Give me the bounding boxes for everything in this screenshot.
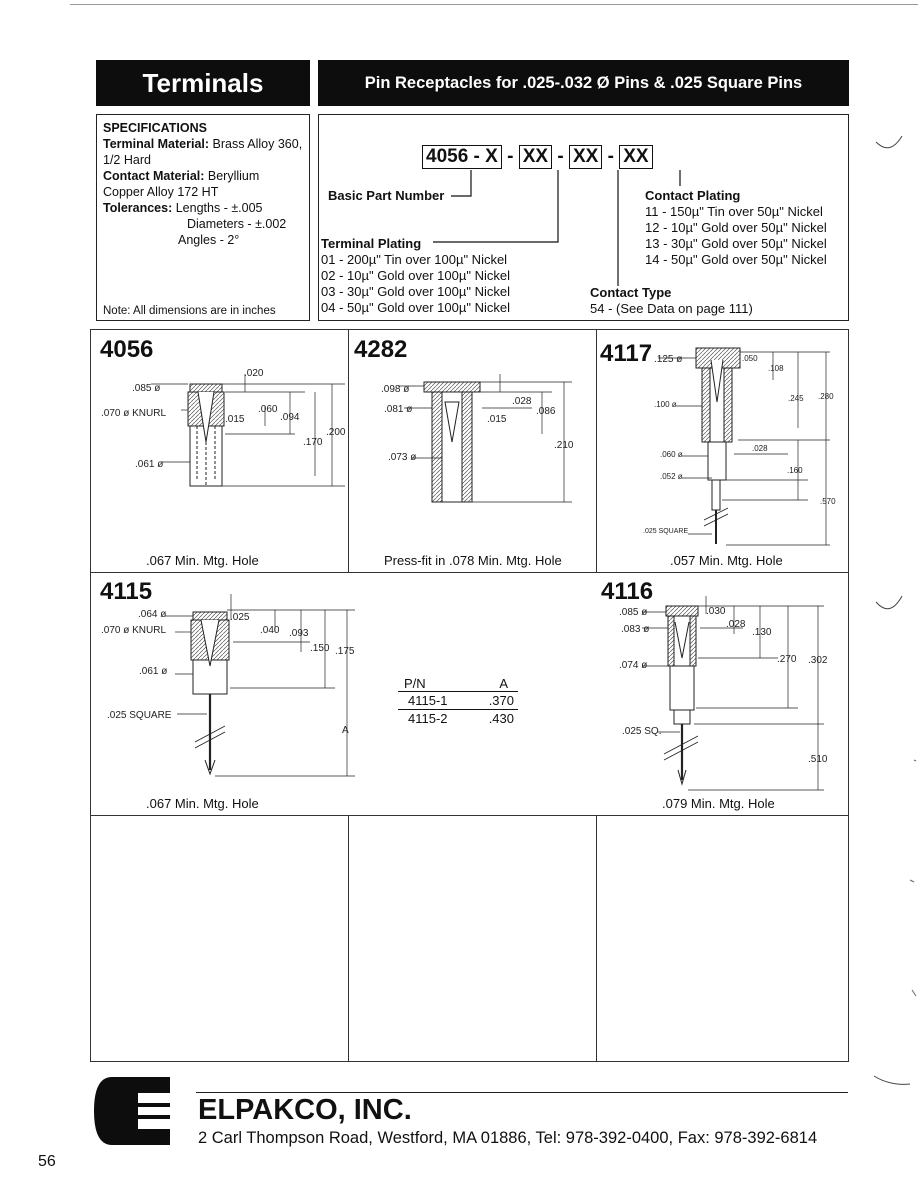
caption-4117: .057 Min. Mtg. Hole — [670, 553, 783, 568]
dim-4056-085: .085 ø — [132, 383, 161, 394]
page-number: 56 — [38, 1153, 56, 1170]
dim-4117-060: .060 ø — [660, 450, 683, 459]
dim-4117-028: .028 — [752, 444, 768, 453]
dim-4116-028: .028 — [726, 619, 746, 630]
dim-4117-570: .570 — [820, 497, 836, 506]
dim-4056-015: .015 — [225, 414, 245, 425]
terminal-plating-01: 01 - 200µ" Tin over 100µ" Nickel — [321, 252, 508, 267]
part-title-4056: 4056 — [100, 336, 154, 363]
terminal-plating-section — [321, 236, 510, 316]
grid-vline-4 — [596, 815, 597, 1062]
dim-4117-160: .160 — [787, 466, 803, 475]
dim-4116-302: .302 — [808, 655, 828, 666]
dim-4116-sq: .025 SQ. — [622, 726, 662, 737]
top-rule — [70, 4, 918, 5]
contact-type-section — [590, 285, 753, 317]
spec-tol-diameters: Diameters - ±.002 — [187, 217, 287, 231]
dim-4282-073: .073 ø — [388, 452, 417, 463]
company-name: ELPAKCO, INC. — [198, 1094, 412, 1126]
part-title-4117: 4117 — [600, 340, 653, 367]
part-title-4115: 4115 — [100, 578, 153, 605]
dim-4116-130: .130 — [752, 627, 772, 638]
pn-table — [398, 676, 518, 727]
drawing-4115 — [95, 590, 355, 800]
contact-type-label: Contact Type — [590, 285, 672, 300]
terminal-plating-04: 04 - 50µ" Gold over 100µ" Nickel — [321, 300, 510, 315]
contact-type-54: 54 - (See Data on page 111) — [590, 301, 753, 316]
contact-plating-11: 11 - 150µ" Tin over 50µ" Nickel — [645, 204, 823, 219]
company-address: 2 Carl Thompson Road, Westford, MA 01886, Tel: 978-392-0400, Fax: 978-392-6814 — [198, 1129, 818, 1147]
dim-4056-060: .060 — [258, 404, 278, 415]
dim-4116-510: .510 — [808, 754, 828, 765]
dim-4056-200: .200 — [326, 427, 346, 438]
caption-4282: Press-fit in .078 Min. Mtg. Hole — [384, 553, 562, 568]
section-title-bar — [96, 60, 310, 106]
grid-vline-3 — [348, 815, 349, 1062]
dim-4117-square: .025 SQUARE — [643, 528, 689, 535]
dim-4056-knurl: .070 ø KNURL — [101, 408, 167, 419]
caption-4116: .079 Min. Mtg. Hole — [662, 796, 775, 811]
dim-4117-050: .050 — [742, 354, 758, 363]
specifications-box — [96, 114, 310, 321]
drawing-4117 — [598, 340, 846, 555]
company-logo — [92, 1075, 174, 1147]
dim-4117-125: .125 ø — [654, 354, 683, 365]
part-number-code: 4056 - X - XX - XX - XX — [422, 145, 653, 169]
dim-4115-025: .025 — [230, 612, 250, 623]
page-subtitle: Pin Receptacles for .025-.032 Ø Pins & .025 Square Pins — [364, 73, 803, 92]
dim-4116-030: .030 — [706, 606, 726, 617]
basic-part-label: Basic Part Number — [328, 188, 445, 203]
spec-terminal-material: Terminal Material: Brass Alloy 360, 1/2 Hard — [103, 137, 303, 167]
part-title-4116: 4116 — [601, 578, 654, 605]
dim-4115-061: .061 ø — [139, 666, 168, 677]
dim-4115-knurl: .070 ø KNURL — [101, 625, 167, 636]
dim-4282-210: .210 — [554, 440, 574, 451]
contact-plating-14: 14 - 50µ" Gold over 50µ" Nickel — [645, 252, 827, 267]
dim-4115-064: .064 ø — [138, 609, 167, 620]
dim-4116-074: .074 ø — [619, 660, 648, 671]
contact-plating-section — [645, 188, 827, 268]
spec-heading: SPECIFICATIONS — [103, 121, 207, 135]
contact-type-box: XX — [569, 145, 602, 169]
footer-rule — [196, 1092, 848, 1093]
dim-4282-081: .081 ø — [384, 404, 413, 415]
dim-4056-170: .170 — [303, 437, 323, 448]
dim-4115-square: .025 SQUARE — [107, 710, 172, 721]
section-title: Terminals — [142, 67, 264, 98]
part-title-4282: 4282 — [354, 336, 408, 363]
dim-4117-052: .052 ø — [660, 472, 683, 481]
dim-4115-175: .175 — [335, 646, 355, 657]
table-row: 4115-2 .430 — [408, 711, 514, 726]
table-row: 4115-1 .370 — [398, 692, 518, 710]
dim-4117-245: .245 — [788, 394, 804, 403]
terminal-plating-03: 03 - 30µ" Gold over 100µ" Nickel — [321, 284, 510, 299]
dim-4056-020: .020 — [244, 368, 264, 379]
subtitle-bar — [318, 60, 849, 106]
dim-4117-100: .100 ø — [654, 400, 677, 409]
dimension-note: Note: All dimensions are in inches — [103, 305, 276, 317]
dim-4056-061: .061 ø — [135, 459, 164, 470]
dim-4116-085: .085 ø — [619, 607, 648, 618]
caption-4056: .067 Min. Mtg. Hole — [146, 553, 259, 568]
dim-4115-040: .040 — [260, 625, 280, 636]
dim-4117-280: .280 — [818, 392, 834, 401]
dim-4282-028: .028 — [512, 396, 532, 407]
dim-4115-150: .150 — [310, 643, 330, 654]
contact-plating-12: 12 - 10µ" Gold over 50µ" Nickel — [645, 220, 827, 235]
spec-tol-angles: Angles - 2° — [178, 233, 240, 247]
margin-marks — [870, 120, 918, 1180]
dim-4115-a: A — [342, 725, 349, 736]
contact-plating-label: Contact Plating — [645, 188, 741, 203]
dim-4116-270: .270 — [777, 654, 797, 665]
dim-4282-098: .098 ø — [381, 384, 410, 395]
terminal-plating-label: Terminal Plating — [321, 236, 422, 251]
dim-4056-094: .094 — [280, 412, 300, 423]
grid-hline-1 — [90, 572, 849, 573]
grid-vline-1 — [348, 329, 349, 573]
dim-4282-086: .086 — [536, 406, 556, 417]
terminal-plating-box: XX — [519, 145, 552, 169]
spec-tolerances: Tolerances: Lengths - ±.005 — [103, 201, 263, 215]
pn-table-header: P/N A — [398, 676, 518, 692]
terminal-plating-02: 02 - 10µ" Gold over 100µ" Nickel — [321, 268, 510, 283]
base-part-box: 4056 - X — [422, 145, 502, 169]
spec-contact-material: Contact Material: Beryllium Copper Alloy 172 HT — [103, 169, 260, 199]
dim-4117-108: .108 — [768, 364, 784, 373]
contact-plating-13: 13 - 30µ" Gold over 50µ" Nickel — [645, 236, 827, 251]
dim-4116-083: .083 ø — [621, 624, 650, 635]
dim-4115-093: .093 — [289, 628, 309, 639]
grid-hline-2 — [90, 815, 849, 816]
grid-vline-2 — [596, 329, 597, 573]
caption-4115: .067 Min. Mtg. Hole — [146, 796, 259, 811]
dim-4282-015: .015 — [487, 414, 507, 425]
contact-plating-box: XX — [619, 145, 652, 169]
